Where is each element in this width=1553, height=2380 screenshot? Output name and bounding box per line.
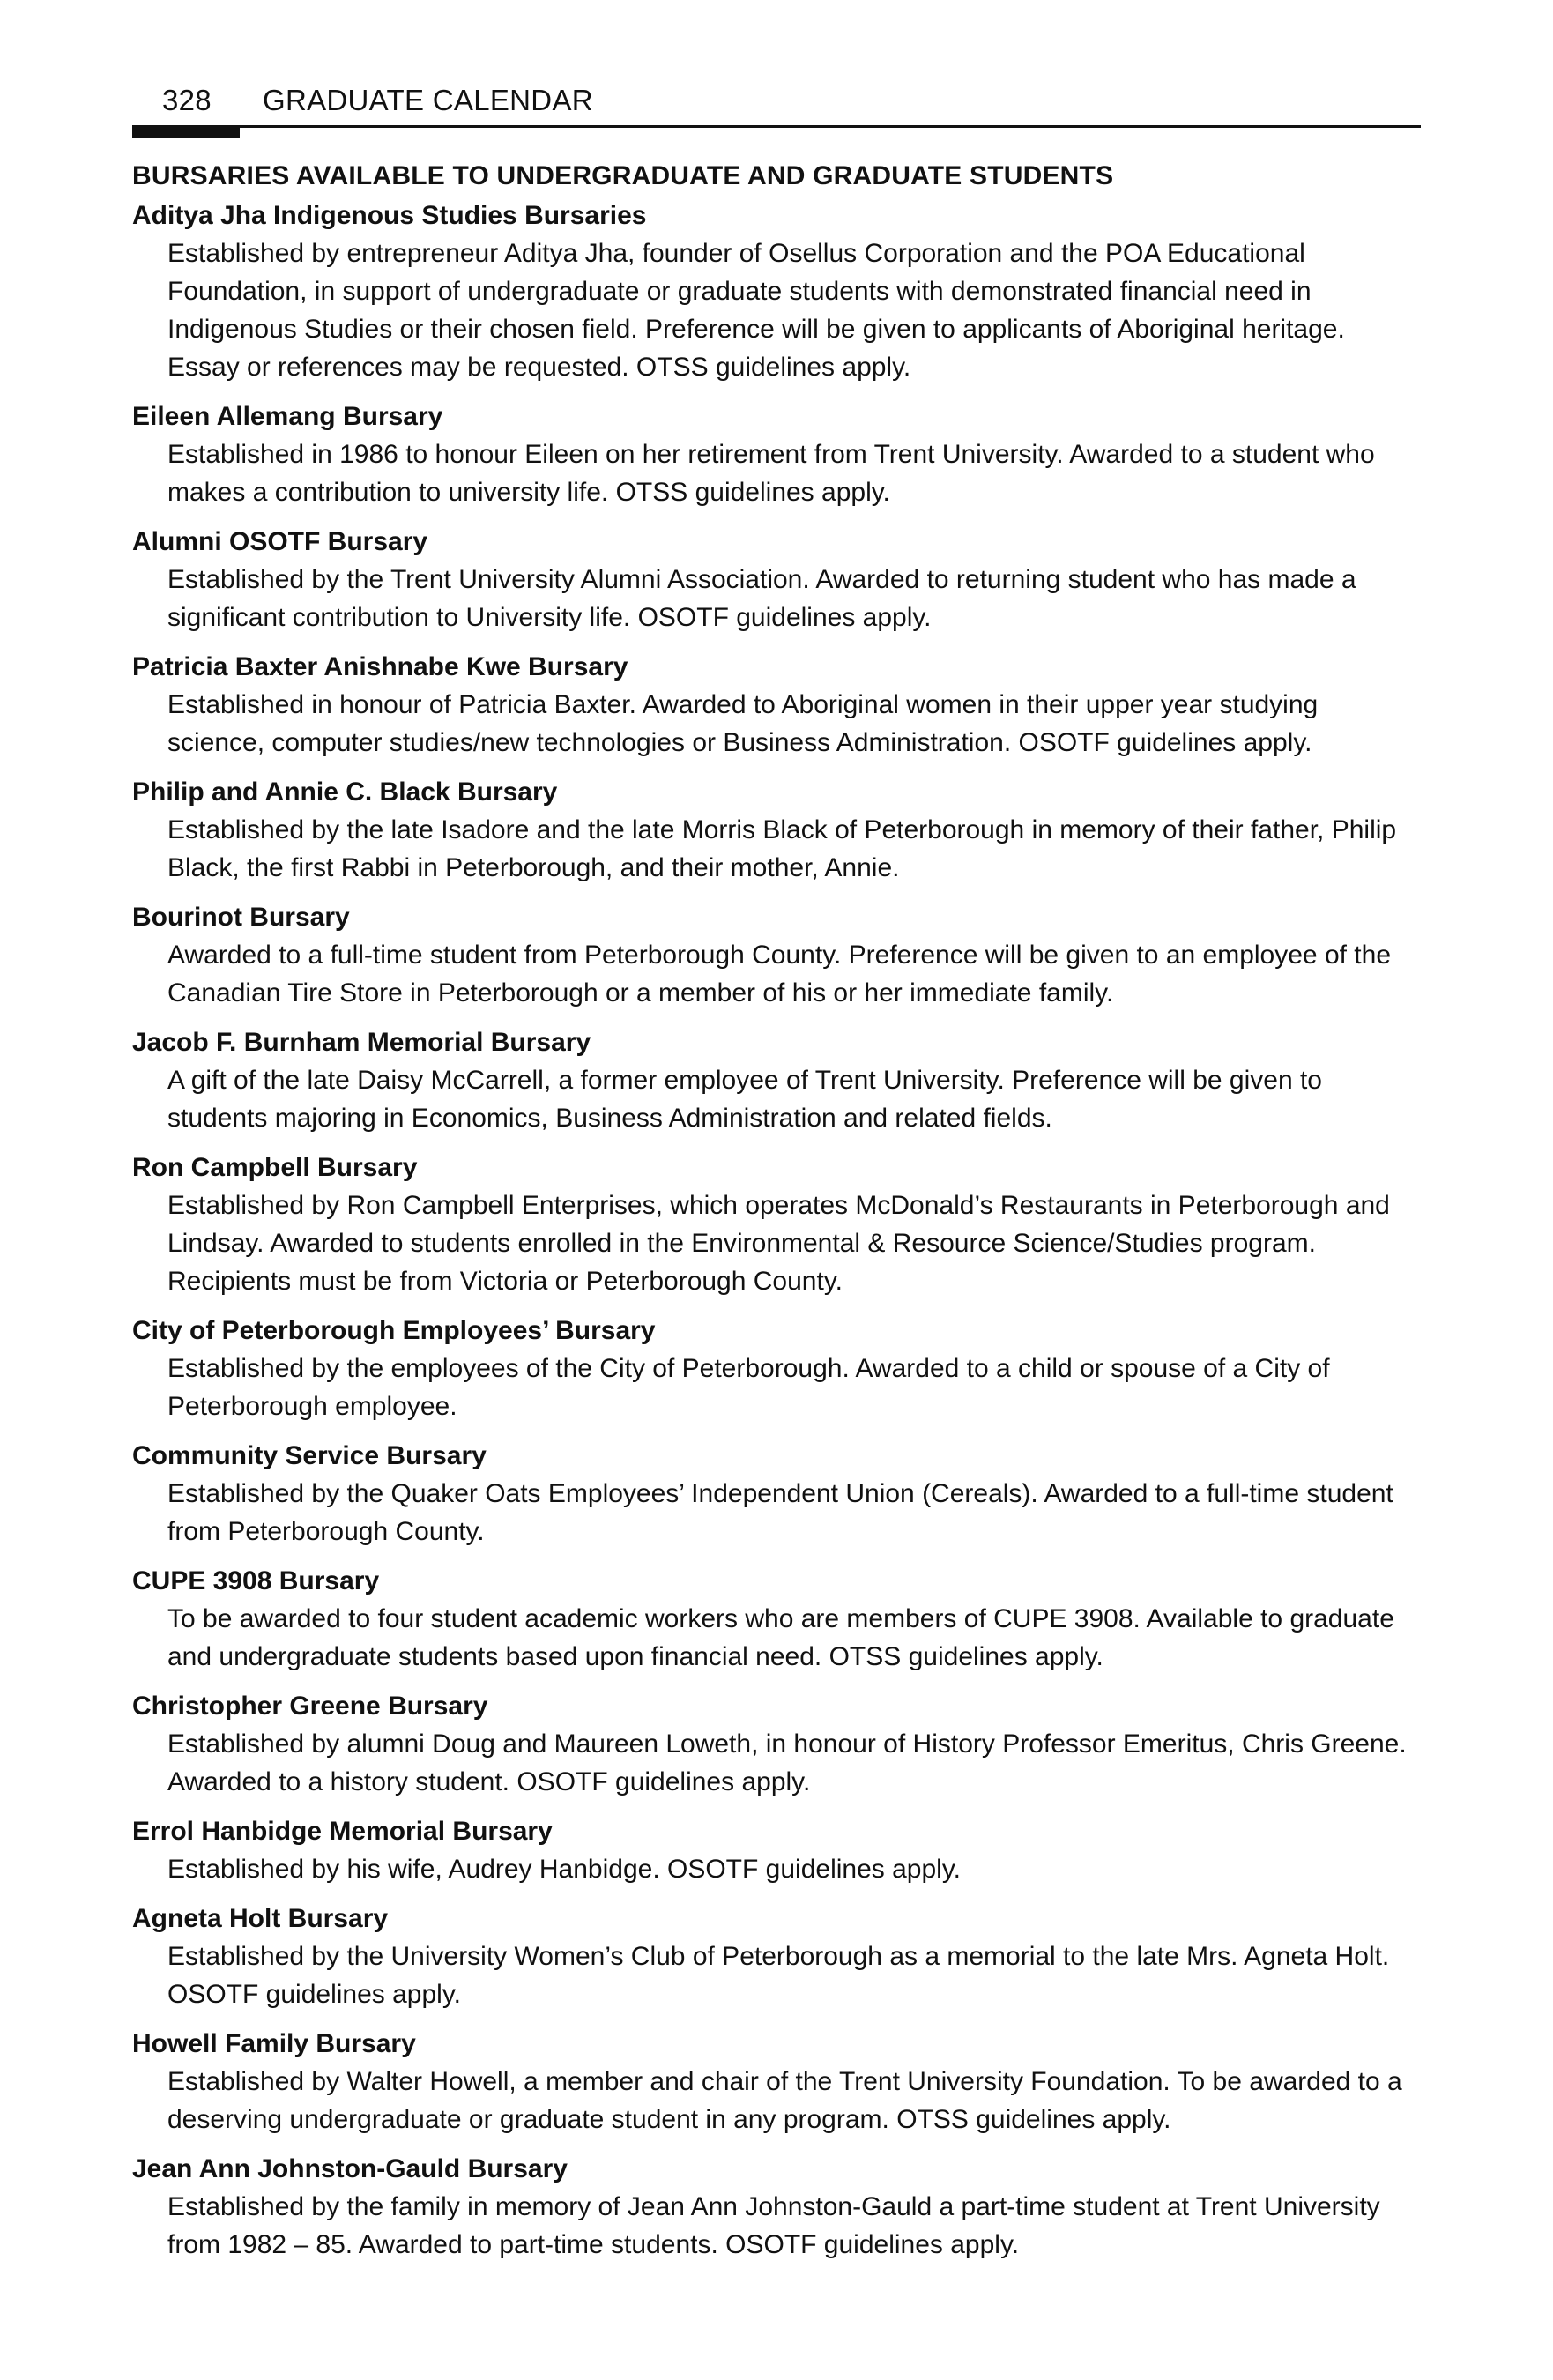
header-rule-thin xyxy=(132,125,1421,128)
bursary-entry xyxy=(132,774,1421,887)
bursary-name: CUPE 3908 Bursary xyxy=(132,1566,380,1595)
bursary-entry xyxy=(132,1563,1421,1676)
bursary-description: Established by entrepreneur Aditya Jha, founder of Osellus Corporation and the POA Educational Foundation, in support of undergraduate or graduate students with demonstrated financial need in Indigenous Studies or their chosen field. Preference will be given to applicants of Aboriginal heritage. Essay or references may be requested. OTSS guidelines apply. xyxy=(167,239,1345,382)
bursary-description: Established by Ron Campbell Enterprises, which operates McDonald’s Restaurants in Peterborough and Lindsay. Awarded to students enrolled in the Environmental & Resource Science/Studies program. Recipients must be from Victoria or Peterborough County. xyxy=(167,1191,1390,1296)
bursary-description: A gift of the late Daisy McCarrell, a former employee of Trent University. Preference will be given to students majoring in Economics, Business Administration and related fields. xyxy=(167,1066,1322,1133)
bursary-list xyxy=(132,197,1421,2264)
page-number: 328 xyxy=(162,84,212,116)
bursary-description: Established by the late Isadore and the late Morris Black of Peterborough in memory of their father, Philip Black, the first Rabbi in Peterborough, and their mother, Annie. xyxy=(167,815,1397,882)
bursary-entry xyxy=(132,1813,1421,1888)
bursary-description: Established by the Quaker Oats Employees’ Independent Union (Cereals). Awarded to a full-time student from Peterborough County. xyxy=(167,1479,1393,1546)
bursary-entry xyxy=(132,899,1421,1012)
document-page xyxy=(132,81,1421,2276)
bursary-description: Established by alumni Doug and Maureen Loweth, in honour of History Professor Emeritus, Chris Greene. Awarded to a history student. OSOTF guidelines apply. xyxy=(167,1729,1407,1796)
bursary-name: Aditya Jha Indigenous Studies Bursaries xyxy=(132,201,647,230)
bursary-description: Established by the Trent University Alumni Association. Awarded to returning student who has made a significant contribution to University life. OSOTF guidelines apply. xyxy=(167,565,1356,632)
running-header xyxy=(132,81,1421,120)
bursary-name: Errol Hanbidge Memorial Bursary xyxy=(132,1817,553,1846)
bursary-name: Eileen Allemang Bursary xyxy=(132,402,443,431)
bursary-description: Established by the University Women’s Club of Peterborough as a memorial to the late Mrs. Agneta Holt. OSOTF guidelines apply. xyxy=(167,1942,1390,2009)
calendar-title: GRADUATE CALENDAR xyxy=(263,84,593,116)
bursary-name: Jean Ann Johnston-Gauld Bursary xyxy=(132,2154,568,2183)
bursary-name: Howell Family Bursary xyxy=(132,2029,416,2058)
bursary-name: Community Service Bursary xyxy=(132,1441,487,1470)
bursary-entry xyxy=(132,2151,1421,2264)
bursary-entry xyxy=(132,649,1421,762)
bursary-name: Patricia Baxter Anishnabe Kwe Bursary xyxy=(132,652,628,681)
bursary-entry xyxy=(132,1688,1421,1801)
bursary-description: Established in honour of Patricia Baxter. Awarded to Aboriginal women in their upper year studying science, computer studies/new technologies or Business Administration. OSOTF guidelines apply. xyxy=(167,690,1319,757)
bursary-entry xyxy=(132,1900,1421,2013)
bursary-name: Christopher Greene Bursary xyxy=(132,1692,488,1721)
bursary-entry xyxy=(132,1438,1421,1551)
bursary-description: To be awarded to four student academic workers who are members of CUPE 3908. Available to graduate and undergraduate students based upon financial need. OTSS guidelines apply. xyxy=(167,1604,1394,1671)
bursary-description: Established by the employees of the City of Peterborough. Awarded to a child or spouse of a City of Peterborough employee. xyxy=(167,1354,1330,1421)
bursary-description: Established by his wife, Audrey Hanbidge. OSOTF guidelines apply. xyxy=(167,1855,961,1884)
bursary-name: City of Peterborough Employees’ Bursary xyxy=(132,1316,656,1345)
bursary-entry xyxy=(132,1024,1421,1137)
bursary-name: Agneta Holt Bursary xyxy=(132,1904,389,1933)
bursary-name: Alumni OSOTF Bursary xyxy=(132,527,428,556)
bursary-description: Awarded to a full-time student from Peterborough County. Preference will be given to an employee of the Canadian Tire Store in Peterborough or a member of his or her immediate family. xyxy=(167,941,1391,1008)
bursary-entry xyxy=(132,398,1421,511)
bursary-description: Established by Walter Howell, a member and chair of the Trent University Foundation. To be awarded to a deserving undergraduate or graduate student in any program. OTSS guidelines apply. xyxy=(167,2067,1402,2134)
bursary-entry xyxy=(132,197,1421,386)
bursary-name: Bourinot Bursary xyxy=(132,903,350,932)
header-rule xyxy=(132,125,1421,139)
bursary-entry xyxy=(132,1149,1421,1300)
bursary-entry xyxy=(132,1313,1421,1425)
bursary-name: Philip and Annie C. Black Bursary xyxy=(132,777,558,807)
bursary-name: Ron Campbell Bursary xyxy=(132,1153,418,1182)
bursary-entry xyxy=(132,2026,1421,2138)
bursary-entry xyxy=(132,524,1421,636)
bursary-description: Established in 1986 to honour Eileen on her retirement from Trent University. Awarded to a student who makes a contribution to university life. OTSS guidelines apply. xyxy=(167,440,1375,507)
header-rule-thick xyxy=(132,125,240,138)
bursary-name: Jacob F. Burnham Memorial Bursary xyxy=(132,1028,591,1057)
bursary-description: Established by the family in memory of Jean Ann Johnston-Gauld a part-time student at Trent University from 1982 – 85. Awarded to part-time students. OSOTF guidelines apply. xyxy=(167,2192,1380,2259)
section-title: BURSARIES AVAILABLE TO UNDERGRADUATE AND GRADUATE STUDENTS xyxy=(132,161,1114,190)
